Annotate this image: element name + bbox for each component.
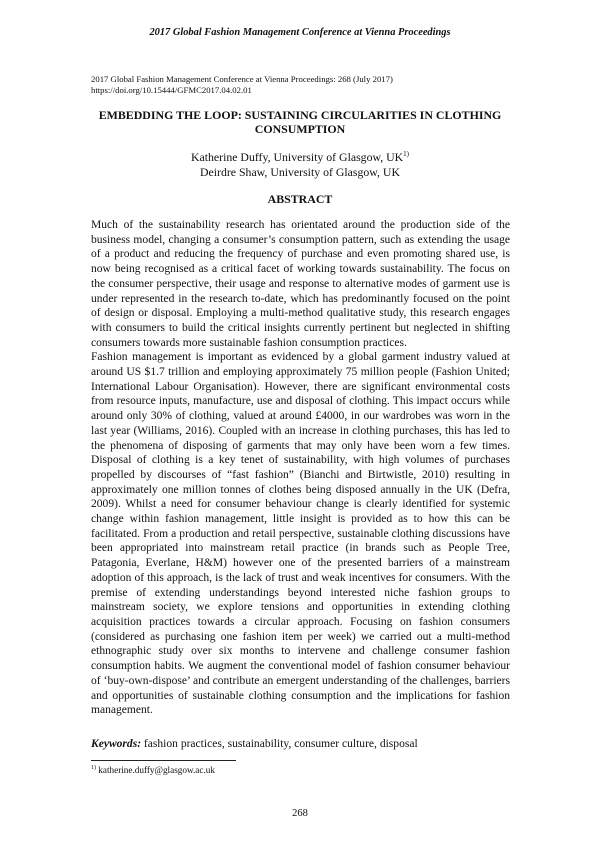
abstract-paragraph-2: Fashion management is important as evidenced by a global garment industry valued at around US $1.7 trillion and employing approximately 75 million people (Fashion United; International Labour Organisation). However, there are significant environmental costs from resource inputs, manufacture, use and disposal of clothing. This impact occurs while around only 30% of clothing, valued at around £4000, in our wardrobes was worn in the last year (Williams, 2016). Coupled with an increase in clothing purchases, this has led to the phenomena of disposing of garments that may only have been worn a few times. Disposal of clothing is a key tenet of sustainability, with high volumes of purchases propelled by discourses of “fast fashion” (Bianchi and Birtwistle, 2010) resulting in approximately one million tonnes of clothes being disposed annually in the UK (Defra, 2009). Whilst a need for consumer behaviour change is clearly identified for systemic change within fashion management, little insight is provided as to how this can be facilitated. From a production and retail perspective, sustainable clothing discussions have been appropriated into mainstream retail practice (in brands such as People Tree, Patagonia, Everlane, H&M) however one of the presented barriers of a mainstream adoption of this approach, is the lack of trust and weak incentives for consumers. With the premise of extending understandings beyond interested niche fashion groups to mainstream society, we explore tensions and opportunities in extending clothing acquisition practices towards a circular approach. Focusing on fashion consumers (considered as purchasing one fashion item per week) we carried out a multi-method ethnographic study over six months to intervene and challenge consumer fashion consumption habits. We augment the conventional model of fashion consumer behaviour of ‘buy-own-dispose’ and contribute an emergent understanding of the challenges, barriers and opportunities of sustainable clothing consumption and the implications for fashion management. — [91, 351, 510, 717]
footnote-mark: 1) — [91, 764, 96, 771]
footnote-email[interactable]: katherine.duffy@glasgow.ac.uk — [96, 765, 215, 775]
author-2-name: Deirdre Shaw, University of Glasgow, UK — [200, 165, 400, 179]
keywords-label: Keywords: — [91, 738, 142, 750]
footnote — [91, 765, 215, 775]
abstract-paragraph-1: Much of the sustainability research has orientated around the production side of the business model, changing a consumer’s consumption pattern, such as extending the usage of a product and reducing the frequency of purchase and even promoting shared use, is now being recognised as a critical facet of working towards sustainability. The focus on the consumer perspective, their usage and response to alternative modes of garment use is under represented in the research to-date, which has predominantly focused on the point of design or disposal. Employing a multi-method qualitative study, this research engages with consumers to build the critical insights currently pertinent but neglected in shifting consumers towards more sustainable fashion consumption practices. — [91, 219, 510, 349]
author-1 — [0, 150, 600, 165]
author-list — [0, 150, 600, 180]
title-line-1: EMBEDDING THE LOOP: SUSTAINING CIRCULARITIES IN CLOTHING — [98, 108, 502, 122]
abstract-heading: ABSTRACT — [267, 192, 333, 206]
keywords-line — [91, 738, 418, 750]
abstract-body — [91, 218, 510, 718]
doi-link[interactable]: https://doi.org/10.15444/GFMC2017.04.02.01 — [91, 85, 252, 95]
footnote-divider — [91, 760, 236, 761]
paper-title — [80, 108, 520, 136]
author-1-footnote-mark[interactable]: 1) — [403, 150, 410, 159]
author-2 — [0, 165, 600, 180]
running-header: 2017 Global Fashion Management Conference at Vienna Proceedings — [149, 27, 451, 38]
author-1-name: Katherine Duffy, University of Glasgow, UK — [190, 150, 404, 164]
keywords-text: fashion practices, sustainability, consumer culture, disposal — [141, 738, 418, 750]
citation-line: 2017 Global Fashion Management Conference at Vienna Proceedings: 268 (July 2017) — [91, 74, 393, 84]
title-line-2: CONSUMPTION — [254, 122, 346, 136]
page-number: 268 — [292, 808, 308, 819]
citation-block — [91, 74, 393, 96]
